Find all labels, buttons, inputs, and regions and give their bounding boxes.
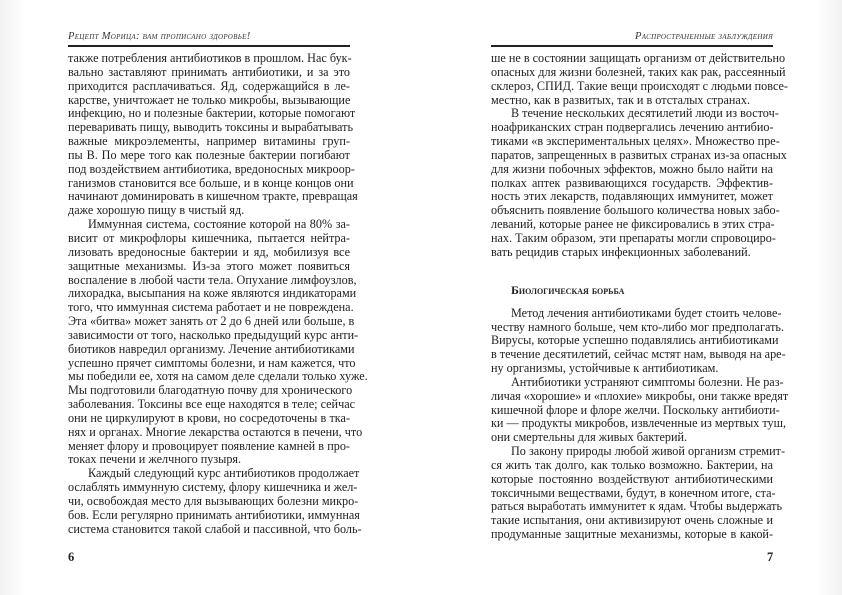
section-heading: Биологическая борьба bbox=[511, 282, 625, 297]
text-line: приходится расплачиваться. Яд, содержащийся в ле- bbox=[68, 78, 350, 93]
text-line: вать рецидив старых инфекционных заболеваний. bbox=[491, 244, 751, 259]
text-line: ноафриканских стран подвергались лечению антибио- bbox=[491, 120, 774, 135]
text-line: инфекцию, но и полезные бактерии, которые помогают bbox=[68, 106, 356, 121]
text-line: они смертельны для живых бактерий. bbox=[491, 430, 688, 445]
text-line: биотиков навредил организму. Лечение антибиотиками bbox=[68, 341, 355, 356]
text-line: В течение нескольких десятилетий люди из восточ- bbox=[511, 106, 779, 121]
text-line: Эта «битва» может занять от 2 до 6 дней или больше, в bbox=[68, 314, 355, 329]
text-line: продуманные защитные механизмы, которые в какой- bbox=[491, 527, 773, 542]
text-line: важные микроэлементы, например витамины груп- bbox=[68, 134, 350, 149]
text-line: пы B. По мере того как полезные бактерии погибают bbox=[68, 147, 350, 162]
text-line: объяснить появление большого количества новых забо- bbox=[491, 203, 780, 218]
text-line: которые постоянно воздействуют антибиотическими bbox=[491, 471, 773, 486]
text-line: раться выработать иммунитет к ядам. Чтобы выдержать bbox=[491, 499, 783, 514]
text-line: меняет флору и провоцирует появление камней в про- bbox=[68, 438, 350, 453]
page-body bbox=[491, 51, 789, 542]
text-line: Иммунная система, состояние которой на 80% за- bbox=[88, 217, 350, 232]
text-line: полках аптек развивающихся государств. Эффектив- bbox=[491, 175, 773, 190]
header-rule bbox=[68, 45, 350, 47]
text-line: такие испытания, они активизируют очень сложные и bbox=[491, 513, 773, 528]
text-line: чи, освобождая место для вызывающих болезни микро- bbox=[68, 494, 359, 508]
text-line: переваривать пищу, выводить токсины и вырабатывать bbox=[68, 120, 354, 135]
text-line: токах печени и желчного пузыря. bbox=[68, 452, 242, 467]
text-line: кишечной флоре и флоре желчи. Поскольку антибиоти- bbox=[491, 402, 780, 417]
text-line: токсичными веществами, будут, в конечном итоге, ста- bbox=[491, 485, 776, 500]
paragraph bbox=[68, 466, 362, 536]
text-line: ся жить так долго, как только возможно. Бактерии, на bbox=[491, 457, 773, 472]
text-line: опасных для жизни болезней, таких как рак, рассеянный bbox=[491, 64, 786, 79]
paragraph bbox=[491, 106, 787, 259]
paragraph bbox=[68, 217, 368, 467]
text-line: они не циркулируют в крови, но сосредоточены в тка- bbox=[68, 410, 350, 425]
paragraph bbox=[491, 374, 789, 445]
text-line: зависимости от того, насколько предыдущий курс анти- bbox=[68, 327, 359, 342]
text-line: Метод лечения антибиотиками будет стоить челове- bbox=[511, 305, 782, 320]
text-line: паратов, запрещенных в развитых странах из-за опасных bbox=[491, 147, 787, 162]
text-line: личая «хорошие» и «плохие» микробы, они также вредят bbox=[491, 388, 789, 403]
text-line: воспаление в любой части тела. Опухание лимфоузлов, bbox=[68, 272, 357, 287]
text-line: защитные механизмы. Из-за этого может появиться bbox=[68, 258, 350, 273]
text-line: в течение десятилетий, сейчас мстят нам, выводя на аре- bbox=[491, 347, 786, 362]
running-header: Распространенные заблуждения bbox=[635, 31, 773, 42]
page-number: 7 bbox=[767, 550, 774, 564]
text-line: даже хорошую пищу в чистый яд. bbox=[68, 203, 245, 218]
right-page bbox=[421, 0, 842, 595]
text-line: ганизмов становится все больше, и в конце концов они bbox=[68, 175, 354, 190]
page-number: 6 bbox=[68, 550, 75, 564]
paragraph bbox=[491, 305, 786, 376]
text-line: склероз, СПИД. Такие вещи происходят с людьми повсе- bbox=[491, 78, 788, 93]
text-line: для жизни побочных эффектов, можно было найти на bbox=[491, 161, 773, 176]
page-body bbox=[68, 51, 368, 537]
paragraph bbox=[491, 51, 788, 107]
text-line: Вирусы, которые успешно подавлялись антибиотиками bbox=[491, 333, 779, 348]
text-line: ослаблять иммунную систему, флору кишечника и жел- bbox=[68, 480, 358, 495]
text-line: того, что иммунная система работает и не повреждена. bbox=[68, 300, 354, 315]
text-line: также потребления антибиотиков в прошлом. Нас бук- bbox=[68, 51, 352, 65]
text-line: честву намного больше, чем кто-либо мог предполагать. bbox=[491, 319, 785, 334]
text-line: ность этих лекарств, подавляющих иммунитет, может bbox=[491, 189, 773, 204]
text-line: Антибиотики устраняют симптомы болезни. Не раз- bbox=[511, 374, 784, 389]
text-line: успешно прячет симптомы болезни, и нам кажется, что bbox=[68, 355, 356, 370]
text-line: нах. Таким образом, эти препараты могли спровоциро- bbox=[491, 230, 776, 245]
text-line: леваний, которые ранее не фиксировались в этих стра- bbox=[491, 217, 775, 232]
paragraph bbox=[491, 444, 786, 542]
text-line: ну организмы, устойчивые к антибиотикам. bbox=[491, 361, 719, 376]
text-line: висит от микрофлоры кишечника, пытается нейтра- bbox=[68, 230, 350, 245]
text-line: По закону природы любой живой организм стремит- bbox=[511, 444, 786, 459]
paragraph bbox=[68, 51, 358, 218]
text-line: тиками «в экспериментальных целях». Множество пре- bbox=[491, 134, 780, 149]
text-line: ше не в состоянии защищать организм от действительно bbox=[491, 51, 786, 65]
text-line: Мы подготовили благодатную почву для хронического bbox=[68, 383, 353, 398]
text-line: ки — продукты микробов, извлеченные из мертвых туш, bbox=[491, 416, 787, 431]
text-line: местно, как в развитых, так и в отсталых странах. bbox=[491, 92, 750, 107]
text-line: вально заставляют принимать антибиотики, и за это bbox=[68, 64, 350, 79]
text-line: лизовать вредоносные бактерии и яд, мобилизуя все bbox=[68, 244, 350, 259]
text-line: заболевания. Токсины все еще находятся в теле; сейчас bbox=[68, 397, 356, 412]
running-header: Рецепт Морица: вам прописано здоровье! bbox=[68, 31, 251, 42]
text-line: лихорадка, высыпания на коже являются индикаторами bbox=[68, 286, 357, 301]
text-line: мы победили ее, хотя на самом деле сделали только хуже. bbox=[68, 369, 368, 384]
text-line: начинают доминировать в кишечном тракте, превращая bbox=[68, 189, 358, 204]
text-line: карстве, уничтожает не только микробы, вызывающие bbox=[68, 92, 351, 107]
text-line: Каждый следующий курс антибиотиков продолжает bbox=[88, 466, 360, 481]
text-line: бов. Если регулярно принимать антибиотики, иммунная bbox=[68, 507, 360, 522]
text-line: система становится такой слабой и пассивной, что боль- bbox=[68, 521, 362, 536]
text-line: нях и органах. Многие лекарства остаются в печени, что bbox=[68, 424, 363, 439]
text-line: под воздействием антибиотика, вредоносных микроор- bbox=[68, 161, 355, 176]
header-rule bbox=[491, 45, 773, 47]
